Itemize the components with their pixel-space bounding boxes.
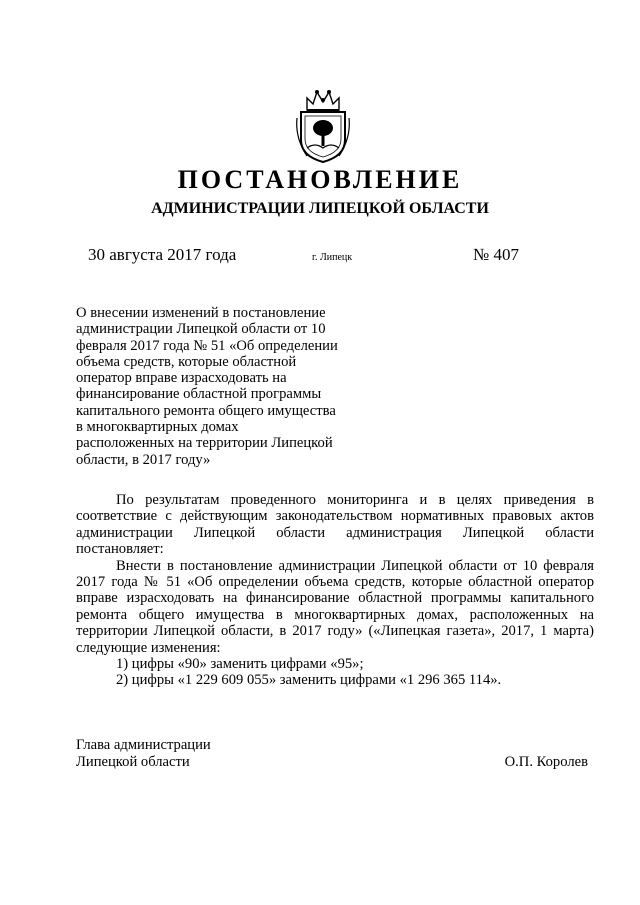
heading-line: администрации Липецкой области от 10 bbox=[76, 321, 326, 338]
document-heading bbox=[76, 305, 366, 468]
list-item-1: 1) цифры «90» заменить цифрами «95»; bbox=[116, 656, 364, 673]
body-paragraph-1: По результатам проведенного мониторинга и в целях приведения в соответствие с действующим законодательством нормативных правовых актов администрации Липецкой области администрация Липецкой области постановляет: bbox=[76, 492, 594, 558]
heading-line: оператор вправе израсходовать на bbox=[76, 370, 287, 387]
heading-line: О внесении изменений в постановление bbox=[76, 305, 326, 321]
document-city: г. Липецк bbox=[312, 252, 353, 263]
heading-line: в многоквартирных домах bbox=[76, 419, 239, 436]
body-paragraph-2: Внести в постановление администрации Липецкой области от 10 февраля 2017 года № 51 «Об определении объема средств, которые областной оператор вправе израсходовать на финансирование областной программы капитального ремонта общего имущества в многоквартирных домах, расположенных на территории Липецкой области, в 2017 году» («Липецкая газета», 2017, 1 марта) следующие изменения: bbox=[76, 557, 594, 656]
heading-line: февраля 2017 года № 51 «Об определении bbox=[76, 337, 338, 354]
signature-title bbox=[76, 737, 211, 771]
signature-name: О.П. Королев bbox=[504, 754, 588, 770]
heading-line: объема средств, которые областной bbox=[76, 353, 297, 370]
document-date: 30 августа 2017 года bbox=[88, 245, 237, 264]
list-item-2: 2) цифры «1 229 609 055» заменить цифрами «1 296 365 114». bbox=[116, 672, 502, 689]
document-number: № 407 bbox=[473, 245, 519, 264]
signature-title-line-1: Глава администрации bbox=[76, 737, 211, 753]
signature-title-line-2: Липецкой области bbox=[76, 754, 190, 770]
coat-of-arms-icon bbox=[293, 88, 353, 164]
document-title: ПОСТАНОВЛЕНИЕ bbox=[177, 165, 463, 194]
document-subtitle: АДМИНИСТРАЦИИ ЛИПЕЦКОЙ ОБЛАСТИ bbox=[151, 200, 489, 217]
heading-line: расположенных на территории Липецкой bbox=[76, 435, 333, 452]
heading-line: финансирование областной программы bbox=[76, 386, 322, 403]
heading-line: капитального ремонта общего имущества bbox=[76, 402, 336, 419]
heading-line: области, в 2017 году» bbox=[76, 451, 211, 468]
document-body bbox=[76, 492, 594, 689]
